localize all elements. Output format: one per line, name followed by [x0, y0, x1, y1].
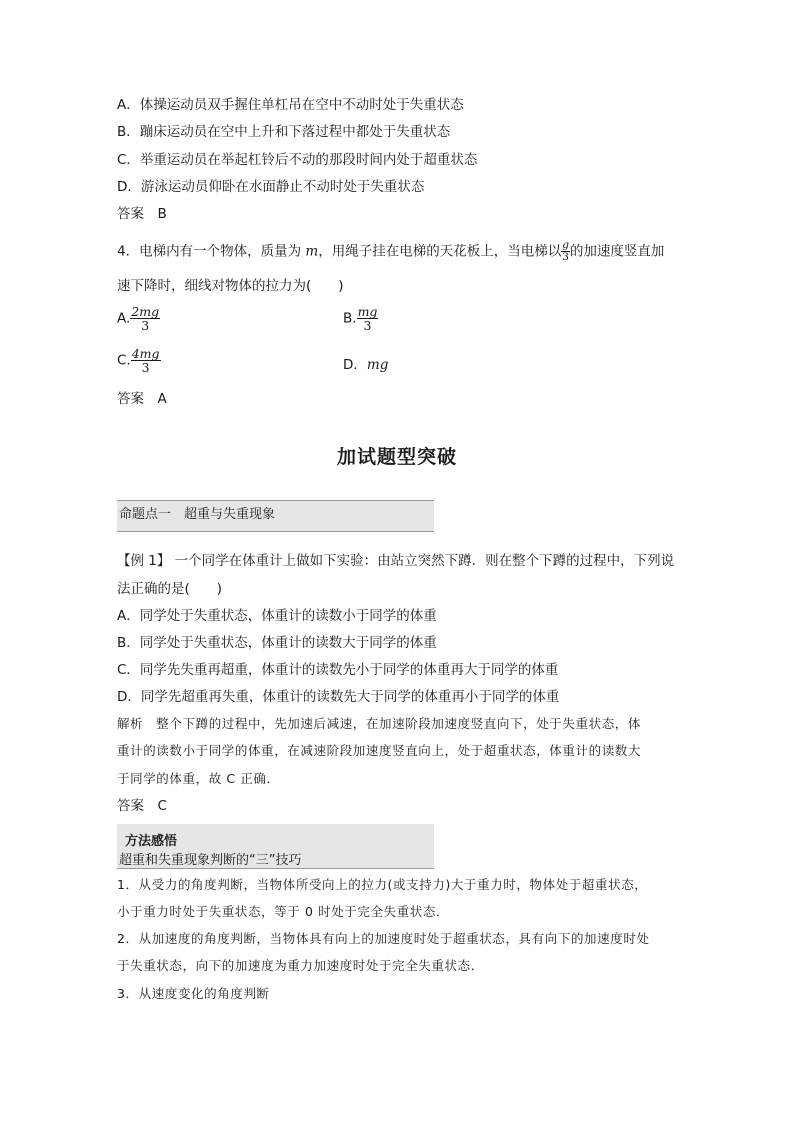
example-option-a: A．同学处于失重状态，体重计的读数小于同学的体重 — [117, 608, 437, 624]
example-stem-line2: 法正确的是( ) — [117, 581, 223, 597]
example-answer: 答案 C — [117, 798, 167, 814]
method-point2-line1: 2．从加速度的角度判断，当物体具有向上的加速度时处于超重状态，具有向下的加速度时处 — [117, 931, 650, 946]
q3-option-a: A．体操运动员双手握住单杠吊在空中不动时处于失重状态 — [117, 97, 464, 113]
q4-option-c-fraction: $\frac{4mg}{3}$ — [131, 346, 160, 375]
q3-option-c: C．举重运动员在举起杠铃后不动的那段时间内处于超重状态 — [117, 152, 478, 168]
section-title: 加试题型突破 — [336, 446, 457, 468]
q4-stem-line1: 4．电梯内有一个物体，质量为 m，用绳子挂在电梯的天花板上，当电梯以 $\frac{g}{3}$ 的加速度竖直加 — [117, 239, 665, 263]
q4-option-a-fraction: $\frac{2mg}{3}$ — [131, 304, 160, 333]
method-heading: 方法感悟 — [125, 834, 178, 849]
method-point1-line1: 1．从受力的角度判断，当物体所受向上的拉力(或支持力)大于重力时，物体处于超重状态， — [117, 877, 648, 892]
topic-bar-label: 命题点一 超重与失重现象 — [119, 507, 276, 522]
example-option-d: D．同学先超重再失重，体重计的读数先大于同学的体重再小于同学的体重 — [117, 689, 560, 705]
q3-option-b: B．蹦床运动员在空中上升和下落过程中都处于失重状态 — [117, 124, 451, 140]
example-analysis-line2: 重计的读数小于同学的体重，在减速阶段加速度竖直向上，处于超重状态，体重计的读数大 — [117, 743, 642, 758]
q4-option-c: C. $\frac{4mg}{3}$ — [117, 346, 160, 375]
topic-bar — [117, 500, 434, 532]
example-option-c: C．同学先失重再超重，体重计的读数先小于同学的体重再大于同学的体重 — [117, 662, 559, 678]
method-subtitle: 超重和失重现象判断的“三”技巧 — [119, 853, 302, 868]
q4-answer: 答案 A — [117, 391, 167, 407]
example-stem-line1: 【例 1】 一个同学在体重计上做如下实验：由站立突然下蹲．则在整个下蹲的过程中，下列说 — [117, 553, 675, 569]
q3-answer: 答案 B — [117, 206, 167, 222]
method-point1-line2: 小于重力时处于失重状态，等于 0 时处于完全失重状态． — [117, 904, 450, 919]
method-box — [117, 824, 434, 869]
method-point2-line2: 于失重状态，向下的加速度为重力加速度时处于完全失重状态． — [117, 958, 484, 973]
example-analysis-line3: 于同学的体重，故 C 正确． — [117, 771, 280, 786]
q4-option-b-fraction: $\frac{mg}{3}$ — [357, 304, 378, 333]
q4-option-b: B. $\frac{mg}{3}$ — [343, 304, 378, 333]
example-option-b: B．同学处于失重状态，体重计的读数大于同学的体重 — [117, 635, 437, 651]
q4-var-m: m — [305, 243, 319, 260]
q4-frac-g-over-3: $\frac{g}{3}$ — [562, 239, 569, 263]
q3-option-d: D．游泳运动员仰卧在水面静止不动时处于失重状态 — [117, 179, 425, 195]
method-point3: 3．从速度变化的角度判断 — [117, 986, 270, 1001]
q4-option-d: D．mg — [343, 357, 389, 373]
example-analysis-line1: 解析 整个下蹲的过程中，先加速后减速，在加速阶段加速度竖直向下，处于失重状态，体 — [117, 716, 642, 731]
q4-stem-line2: 速下降时，细线对物体的拉力为( ) — [117, 278, 344, 294]
q4-option-a: A. $\frac{2mg}{3}$ — [117, 304, 160, 333]
